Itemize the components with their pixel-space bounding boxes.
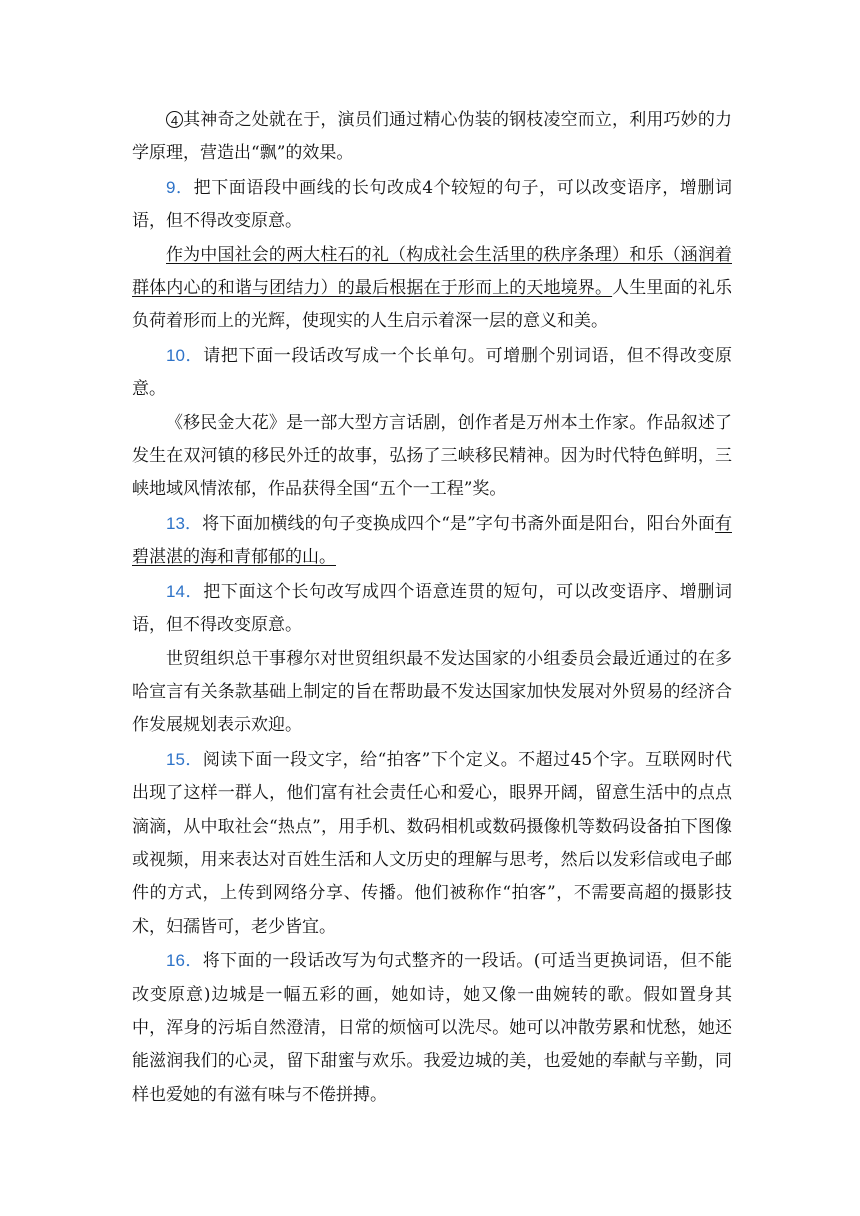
item-4-text: 其神奇之处就在于，演员们通过精心伪装的钢枝凌空而立，利用巧妙的力学原理，营造出“飘”的效果。 xyxy=(132,110,732,164)
question-15-text: 阅读下面一段文字，给“拍客”下个定义。不超过45个字。互联网时代出现了这样一群人，他们富有社会责任心和爱心，眼界开阔，留意生活中的点点滴滴，从中取社会“热点”，用手机、数码相机或数码摄像机等数码设备拍下图像或视频，用来表达对百姓生活和人文历史的理解与思考，然后以发彩信或电子邮件的方式，上传到网络分享、传播。他们被称作“拍客”，不需要高超的摄影技术，妇孺皆可，老少皆宜。 xyxy=(132,749,732,937)
question-9-number: 9． xyxy=(166,177,194,197)
question-14-text: 把下面这个长句改写成四个语意连贯的短句，可以改变语序、增删词语，但不得改变原意。 xyxy=(132,581,733,636)
item-4-paragraph xyxy=(132,104,732,171)
question-9-text: 把下面语段中画线的长句改成4个较短的句子，可以改变语序，增删词语，但不得改变原意。 xyxy=(132,177,732,232)
question-13-prompt xyxy=(132,507,732,575)
question-13-number: 13． xyxy=(166,513,203,533)
question-14-prompt xyxy=(132,575,732,643)
question-14-passage: 世贸组织总干事穆尔对世贸组织最不发达国家的小组委员会最近通过的在多哈宣言有关条款基础上制定的旨在帮助最不发达国家加快发展对外贸易的经济合作发展规划表示欢迎。 xyxy=(132,648,732,736)
question-9-rest-sentence: 人生里面的礼乐负荷着形而上的光辉，使现实的人生启示着深一层的意义和美。 xyxy=(132,278,733,332)
question-13-underlined-sentence: 有碧湛湛的海和青郁郁的山。 xyxy=(132,513,732,568)
question-9-underlined-sentence: 作为中国社会的两大柱石的礼（构成社会生活里的秩序条理）和乐（涵润着群体内心的和谐与团结力）的最后根据在于形而上的天地境界。 xyxy=(132,244,732,299)
question-9-prompt xyxy=(132,171,732,239)
question-9-passage xyxy=(132,239,732,339)
question-16-text: 将下面的一段话改写为句式整齐的一段话。(可适当更换词语，但不能改变原意)边城是一幅五彩的画，她如诗，她又像一曲婉转的歌。假如置身其中，浑身的污垢自然澄清，日常的烦恼可以洗尽。她可以冲散劳累和忧愁，她还能滋润我们的心灵，留下甜蜜与欢乐。我爱边城的美，也爱她的奉献与辛勤，同样也爱她的有滋有味与不倦拼搏。 xyxy=(132,951,732,1105)
question-10-prompt xyxy=(132,339,732,407)
question-16-paragraph xyxy=(132,944,732,1112)
question-15-number: 15． xyxy=(166,749,203,769)
question-16-number: 16． xyxy=(166,951,203,971)
question-15-paragraph xyxy=(132,743,732,944)
question-13-text: 将下面加横线的句子变换成四个“是”字句书斋外面是阳台，阳台外面 xyxy=(202,513,715,534)
question-10-text: 请把下面一段话改写成一个长单句。可增删个别词语，但不得改变原意。 xyxy=(132,345,733,400)
question-10-passage: 《移民金大花》是一部大型方言话剧，创作者是万州本土作家。作品叙述了发生在双河镇的移民外迁的故事，弘扬了三峡移民精神。因为时代特色鲜明，三峡地域风情浓郁，作品获得全国“五个一工程”奖。 xyxy=(132,412,732,500)
question-10-number: 10． xyxy=(166,345,204,365)
question-14-number: 14． xyxy=(166,581,204,601)
document-body xyxy=(132,104,732,1112)
circled-number-4: 4 xyxy=(166,111,183,128)
